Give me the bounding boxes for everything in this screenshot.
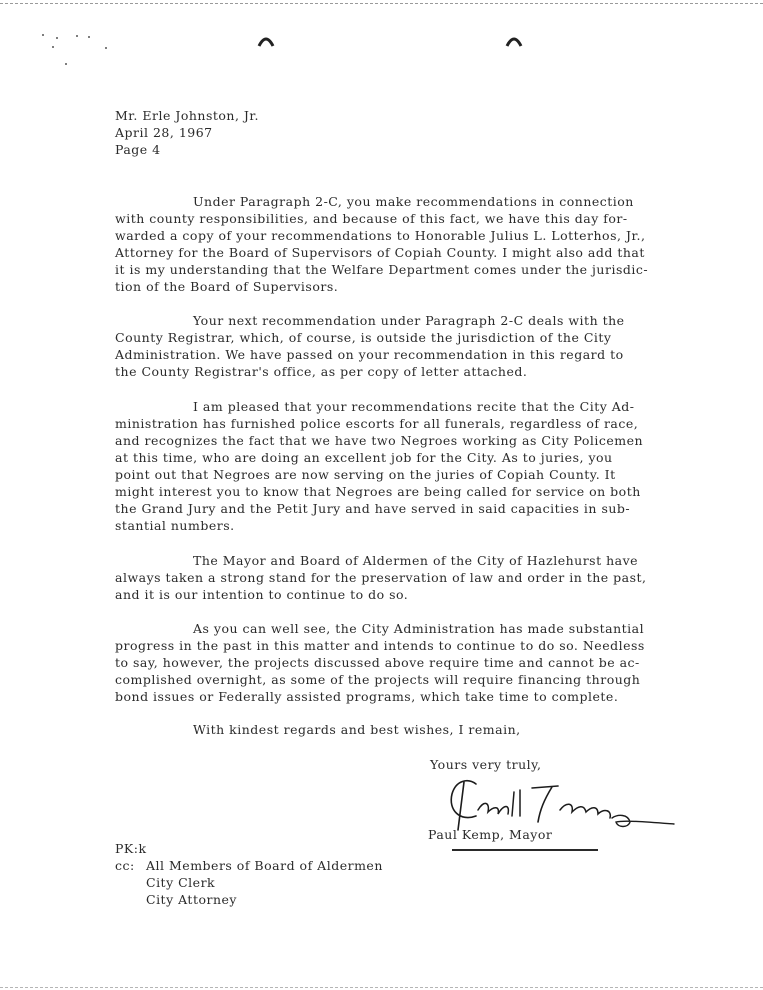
- paragraph-line: at this time, who are doing an excellent job for the City. As to juries, you: [115, 450, 613, 465]
- paragraph-line: progress in the past in this matter and intends to continue to do so. Needless: [115, 638, 645, 653]
- cc-recipient: City Clerk: [146, 875, 216, 890]
- paragraph-line: complished overnight, as some of the projects will require financing through: [115, 672, 641, 687]
- paragraph-line: it is my understanding that the Welfare Department comes under the jurisdic-: [115, 262, 649, 277]
- paragraph-line: with county responsibilities, and because of this fact, we have this day for-: [115, 211, 628, 226]
- paragraph-line: County Registrar, which, of course, is outside the jurisdiction of the City: [115, 330, 612, 345]
- body-paragraph: [115, 193, 705, 295]
- body-paragraph: [115, 312, 705, 380]
- page-number: Page 4: [115, 142, 161, 157]
- body-paragraph: [115, 398, 705, 534]
- body-paragraph: [115, 620, 705, 705]
- paragraph-line: always taken a strong stand for the preservation of law and order in the past,: [115, 570, 647, 585]
- bottom-dashed-border: [0, 987, 763, 988]
- scan-speck: [88, 36, 90, 38]
- paragraph-line: stantial numbers.: [115, 518, 235, 533]
- complimentary-close: Yours very truly,: [430, 757, 542, 772]
- typist-initials: PK:k: [115, 841, 147, 856]
- cc-recipient: City Attorney: [146, 892, 237, 907]
- paragraph-line: the Grand Jury and the Petit Jury and have served in said capacities in sub-: [115, 501, 631, 516]
- paragraph-line: warded a copy of your recommendations to Honorable Julius L. Lotterhos, Jr.,: [115, 228, 646, 243]
- signer-name-title: Paul Kemp, Mayor: [428, 827, 553, 842]
- paragraph-line: Under Paragraph 2-C, you make recommendations in connection: [193, 194, 634, 209]
- closing-remark: [115, 721, 705, 738]
- letter-date: April 28, 1967: [115, 125, 213, 140]
- paragraph-line: As you can well see, the City Administration has made substantial: [193, 621, 645, 636]
- hole-punch-mark-right: [505, 34, 523, 48]
- cc-recipient: All Members of Board of Aldermen: [146, 858, 383, 873]
- paragraph-line: With kindest regards and best wishes, I remain,: [193, 722, 521, 737]
- paragraph-line: I am pleased that your recommendations recite that the City Ad-: [193, 399, 635, 414]
- hole-punch-mark-left: [257, 34, 275, 48]
- paragraph-line: ministration has furnished police escorts for all funerals, regardless of race,: [115, 416, 639, 431]
- paragraph-line: and recognizes the fact that we have two Negroes working as City Policemen: [115, 433, 644, 448]
- paragraph-line: tion of the Board of Supervisors.: [115, 279, 339, 294]
- signature-underline: [452, 849, 598, 851]
- paragraph-line: point out that Negroes are now serving on the juries of Copiah County. It: [115, 467, 616, 482]
- top-dashed-border: [0, 3, 763, 4]
- cc-label: cc:: [115, 858, 135, 873]
- paragraph-line: Your next recommendation under Paragraph 2-C deals with the: [193, 313, 625, 328]
- paragraph-line: and it is our intention to continue to do so.: [115, 587, 409, 602]
- paragraph-line: bond issues or Federally assisted programs, which take time to complete.: [115, 689, 619, 704]
- scan-speck: [65, 63, 67, 65]
- scan-speck: [56, 37, 58, 39]
- paragraph-line: might interest you to know that Negroes are being called for service on both: [115, 484, 641, 499]
- scan-speck: [42, 34, 44, 36]
- body-paragraph: [115, 552, 705, 603]
- recipient-name: Mr. Erle Johnston, Jr.: [115, 108, 260, 123]
- paragraph-line: the County Registrar's office, as per copy of letter attached.: [115, 364, 528, 379]
- scan-speck: [52, 46, 54, 48]
- paragraph-line: Administration. We have passed on your recommendation in this regard to: [115, 347, 624, 362]
- paragraph-line: The Mayor and Board of Aldermen of the City of Hazlehurst have: [193, 553, 639, 568]
- paragraph-line: Attorney for the Board of Supervisors of Copiah County. I might also add that: [115, 245, 645, 260]
- scan-speck: [105, 47, 107, 49]
- paragraph-line: to say, however, the projects discussed above require time and cannot be ac-: [115, 655, 640, 670]
- scan-speck: [76, 35, 78, 37]
